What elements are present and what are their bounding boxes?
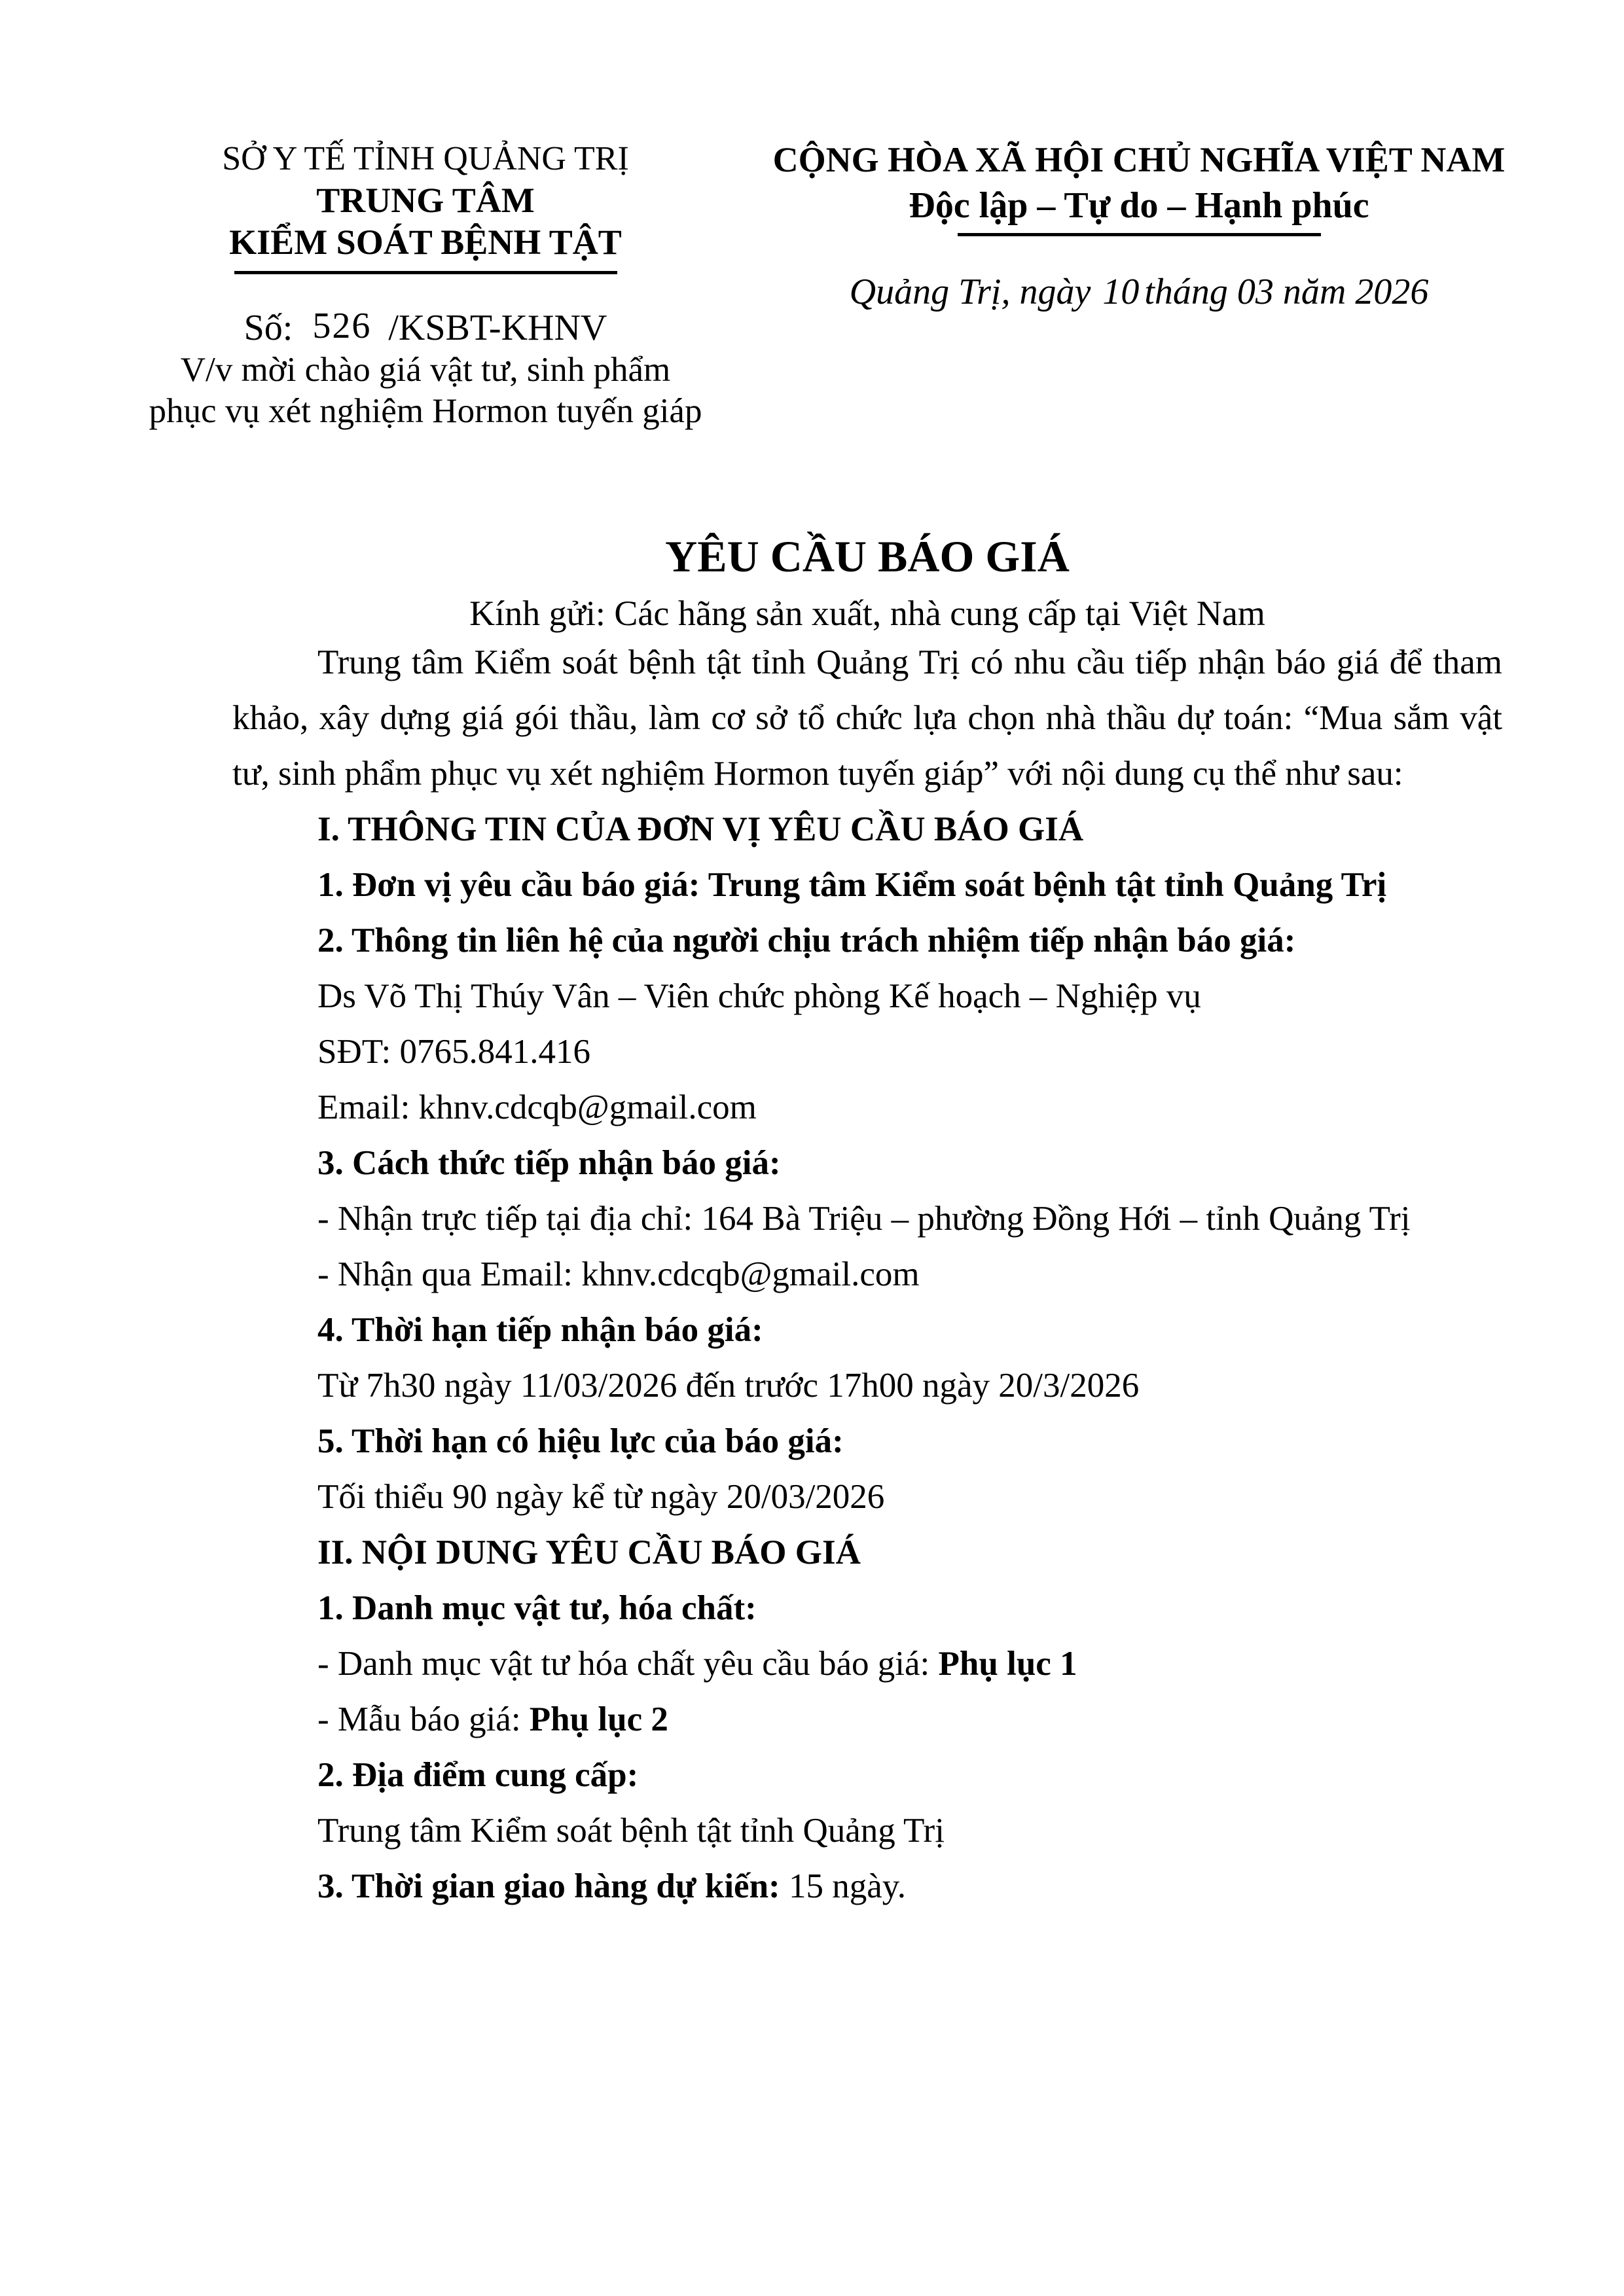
national-motto: Độc lập – Tự do – Hạnh phúc <box>909 185 1369 226</box>
subject-line-2: phục vụ xét nghiệm Hormon tuyến giáp <box>149 392 702 430</box>
requesting-unit-line: 1. Đơn vị yêu cầu báo giá: Trung tâm Kiểm soát bệnh tật tỉnh Quảng Trị <box>317 866 1387 904</box>
annex-2-text: - Mẫu báo giá: <box>317 1700 530 1738</box>
agency-name-line-2: KIỂM SOÁT BỆNH TẬT <box>229 223 622 262</box>
date-day-value: 10 <box>1102 272 1140 312</box>
issuing-agency-block <box>137 139 713 432</box>
annex-2-line <box>232 1692 1502 1748</box>
document-body <box>232 530 1502 1914</box>
contact-info-heading: 2. Thông tin liên hệ của người chịu trách nhiệm tiếp nhận báo giá: <box>317 922 1296 960</box>
salutation-line: Kính gửi: Các hãng sản xuất, nhà cung cấp tại Việt Nam <box>469 594 1265 633</box>
receive-direct-line: - Nhận trực tiếp tại địa chỉ: 164 Bà Triệu – phường Đồng Hới – tỉnh Quảng Trị <box>317 1200 1411 1238</box>
subject-line-1: V/v mời chào giá vật tư, sinh phẩm <box>180 351 671 389</box>
delivery-time-heading: 3. Thời gian giao hàng dự kiến: <box>317 1867 780 1905</box>
document-number-value: 526 <box>312 306 372 346</box>
document-number-line <box>137 304 713 350</box>
section-1-heading: I. THÔNG TIN CỦA ĐƠN VỊ YÊU CẦU BÁO GIÁ <box>317 810 1084 848</box>
annex-1-text: - Danh mục vật tư hóa chất yêu cầu báo giá: <box>317 1645 939 1683</box>
validity-value: Tối thiểu 90 ngày kể từ ngày 20/03/2026 <box>317 1478 885 1516</box>
item-list-heading: 1. Danh mục vật tư, hóa chất: <box>317 1589 757 1627</box>
date-place-prefix: Quảng Trị, ngày <box>849 272 1091 312</box>
document-number-symbol: /KSBT-KHNV <box>388 308 607 348</box>
contact-email-line: Email: khnv.cdcqb@gmail.com <box>317 1088 757 1126</box>
agency-underline-rule <box>234 271 617 274</box>
annex-1-line <box>232 1636 1502 1692</box>
delivery-time-value: 15 ngày. <box>780 1867 907 1905</box>
place-and-date-line <box>753 270 1525 314</box>
contact-name-line: Ds Võ Thị Thúy Vân – Viên chức phòng Kế hoạch – Nghiệp vụ <box>317 977 1201 1015</box>
national-title: CỘNG HÒA XÃ HỘI CHỦ NGHĨA VIỆT NAM <box>772 140 1506 179</box>
annex-1-reference: Phụ lục 1 <box>938 1645 1077 1683</box>
intro-paragraph: Trung tâm Kiểm soát bệnh tật tỉnh Quảng Trị có nhu cầu tiếp nhận báo giá để tham khảo, xây dựng giá gói thầu, làm cơ sở tổ chức lựa chọn nhà thầu dự toán: “Mua sắm vật tư, sinh phẩm phục vụ xét nghiệm Hormon tuyến giáp” với nội dung cụ thể như sau: <box>232 643 1502 793</box>
agency-name-line-1: TRUNG TÂM <box>316 181 535 220</box>
receiving-deadline-heading: 4. Thời hạn tiếp nhận báo giá: <box>317 1311 763 1349</box>
annex-2-reference: Phụ lục 2 <box>529 1700 668 1738</box>
national-heading-block <box>753 139 1525 432</box>
document-title: YÊU CẦU BÁO GIÁ <box>665 531 1070 581</box>
receiving-method-heading: 3. Cách thức tiếp nhận báo giá: <box>317 1144 781 1182</box>
receiving-deadline-value: Từ 7h30 ngày 11/03/2026 đến trước 17h00 ngày 20/3/2026 <box>317 1367 1140 1405</box>
contact-phone-line: SĐT: 0765.841.416 <box>317 1033 590 1071</box>
document-number-label: Số: <box>244 308 293 348</box>
receive-email-line: - Nhận qua Email: khnv.cdcqb@gmail.com <box>317 1255 920 1293</box>
delivery-place-value: Trung tâm Kiểm soát bệnh tật tỉnh Quảng Trị <box>317 1812 945 1850</box>
validity-heading: 5. Thời hạn có hiệu lực của báo giá: <box>317 1422 844 1460</box>
section-2-heading: II. NỘI DUNG YÊU CẦU BÁO GIÁ <box>317 1534 861 1571</box>
document-header <box>137 139 1624 432</box>
parent-agency-name: SỞ Y TẾ TỈNH QUẢNG TRỊ <box>222 140 629 177</box>
delivery-place-heading: 2. Địa điểm cung cấp: <box>317 1756 639 1794</box>
date-suffix: tháng 03 năm 2026 <box>1144 272 1429 312</box>
motto-underline-rule <box>958 233 1321 236</box>
delivery-time-line <box>232 1859 1502 1914</box>
